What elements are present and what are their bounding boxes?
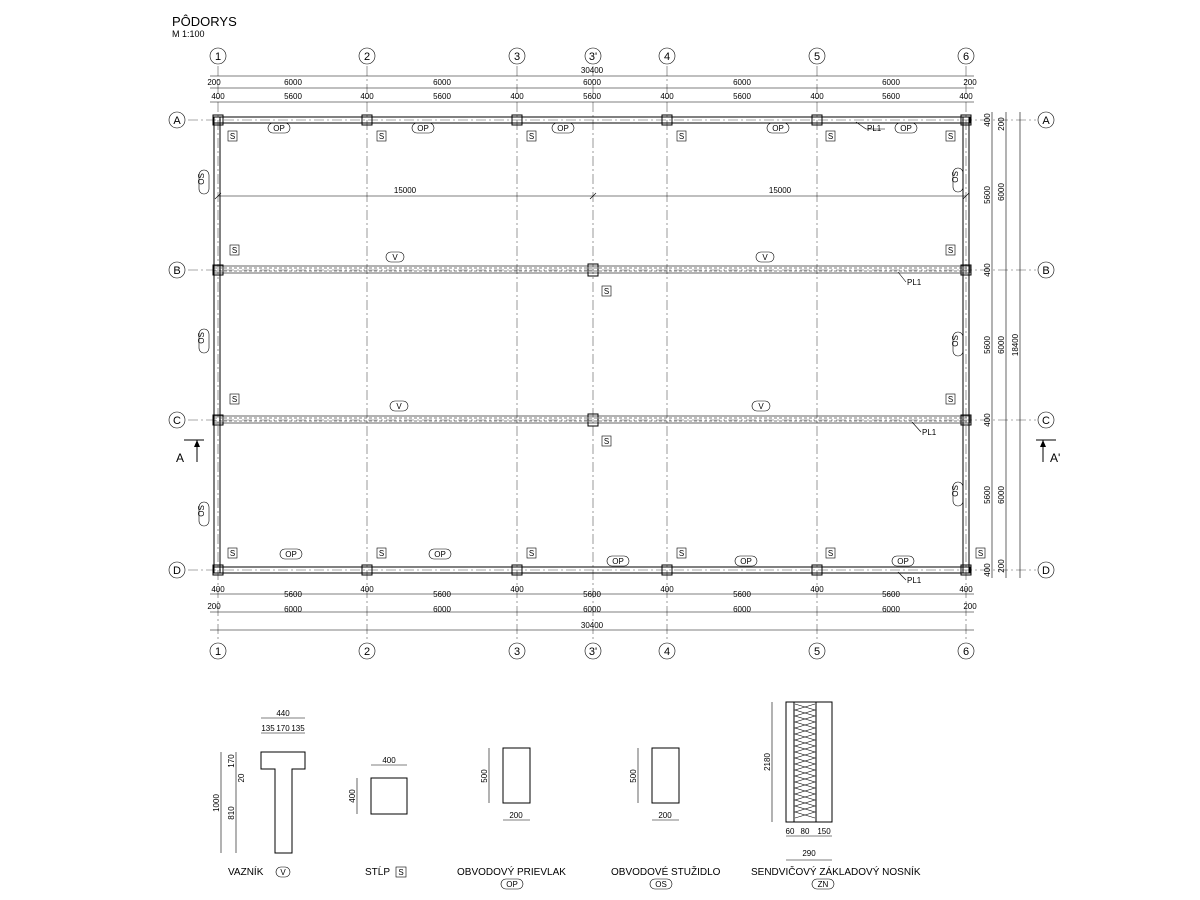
op-tag-text: OP — [557, 124, 569, 133]
dim-text: 400 — [983, 113, 992, 127]
op-tag-text: OP — [772, 124, 784, 133]
column-tag-text: S — [678, 132, 685, 141]
axis-label-3: 3 — [513, 51, 521, 63]
axis-label-2: 2 — [363, 51, 371, 63]
dim-text: 2180 — [763, 753, 772, 771]
dim-text: 5600 — [284, 590, 302, 599]
axis-label-A-right: A — [1042, 115, 1050, 127]
dim-text: 5600 — [983, 336, 992, 354]
dim-overall-top: 30400 — [580, 66, 604, 75]
axis-label-3p-bottom: 3' — [588, 646, 598, 658]
column-tag — [230, 394, 239, 404]
axis-label-1: 1 — [214, 51, 222, 63]
axis-label-3-bottom: 3 — [513, 646, 521, 658]
dim-text: 5600 — [733, 92, 751, 101]
drawing-title: PÔDORYS — [172, 14, 237, 29]
dim-text: 1000 — [212, 794, 221, 812]
axis-label-4: 4 — [663, 51, 671, 63]
detail-caption: STĹP — [365, 867, 391, 878]
os-tag-text: OS — [197, 173, 206, 185]
pl-label: PL1 — [907, 576, 922, 585]
axis-lines — [188, 66, 1036, 642]
column-tag-text: S — [528, 549, 535, 558]
dim-text: 400 — [983, 263, 992, 277]
dim-text: 200 — [997, 117, 1006, 131]
dim-text: 440 — [276, 709, 290, 718]
dim-text: 150 — [817, 827, 831, 836]
detail-tag: V — [280, 868, 286, 877]
v-tag-text: V — [758, 402, 764, 411]
detail-tag: OS — [655, 880, 667, 889]
column-tag-text: S — [947, 132, 954, 141]
dims-top — [207, 66, 977, 102]
column-tag — [946, 394, 955, 404]
axis-label-4-bottom: 4 — [663, 646, 671, 658]
bracing-tags — [197, 168, 963, 526]
dim-text: 6000 — [433, 78, 451, 87]
pl-label: PL1 — [922, 428, 937, 437]
column-tag — [826, 548, 835, 558]
dim-text: 6000 — [733, 78, 751, 87]
dim-text: 5600 — [882, 590, 900, 599]
span-label: 15000 — [768, 186, 792, 195]
column-tag-text: S — [678, 549, 685, 558]
column-tag — [946, 131, 955, 141]
column-tag — [976, 548, 985, 558]
dim-text: 6000 — [284, 78, 302, 87]
dim-text: 400 — [360, 585, 374, 594]
op-tag-text: OP — [434, 550, 446, 559]
axis-bubbles-bottom — [210, 643, 974, 659]
column-tag-text: S — [977, 549, 984, 558]
dim-text: 200 — [963, 602, 977, 611]
dim-col-inner — [983, 113, 992, 577]
dim-text: 6000 — [882, 78, 900, 87]
dim-text: 5600 — [433, 92, 451, 101]
column-tag-text: S — [229, 132, 236, 141]
axis-label-3p: 3' — [588, 51, 598, 63]
dim-text: 400 — [360, 92, 374, 101]
os-tag-text: OS — [951, 171, 960, 183]
column-tag-text: S — [947, 246, 954, 255]
dim-text: 6000 — [997, 183, 1006, 201]
detail-prievlak — [457, 748, 566, 889]
dim-text: 6000 — [997, 486, 1006, 504]
dim-text: 6000 — [433, 605, 451, 614]
dim-row-6000-top — [207, 78, 977, 87]
axis-label-A-left: A — [173, 115, 181, 127]
op-tag-text: OP — [273, 124, 285, 133]
op-tag-text: OP — [417, 124, 429, 133]
trusses — [214, 266, 970, 423]
dim-text: 200 — [207, 602, 221, 611]
axis-label-1-bottom: 1 — [214, 646, 222, 658]
truss-tags — [386, 252, 774, 411]
dim-text: 400 — [959, 585, 973, 594]
dim-text: 60 — [785, 827, 795, 836]
axis-bubbles-top — [210, 48, 974, 64]
dim-text: 400 — [810, 92, 824, 101]
detail-tag: OP — [506, 880, 518, 889]
dim-text: 5600 — [983, 486, 992, 504]
section-mark-left: A — [176, 451, 185, 465]
dim-text: 200 — [997, 559, 1006, 573]
detail-sendvic — [751, 702, 921, 889]
detail-caption: VAZNÍK — [228, 867, 264, 878]
dim-text: 400 — [348, 789, 357, 803]
column-tag — [946, 245, 955, 255]
detail-stlp — [348, 756, 407, 878]
axis-label-C-left: C — [173, 415, 181, 427]
dim-row-5600-top — [211, 92, 973, 101]
os-tag-text: OS — [951, 335, 960, 347]
dim-text: 5600 — [583, 92, 601, 101]
beam-tags-op — [268, 123, 917, 566]
dims-bottom — [207, 585, 977, 630]
dim-text: 6000 — [583, 78, 601, 87]
axis-label-5: 5 — [813, 51, 821, 63]
detail-caption: SENDVIČOVÝ ZÁKLADOVÝ NOSNÍK — [751, 867, 921, 878]
column-tag — [602, 436, 611, 446]
dim-text: 400 — [211, 92, 225, 101]
column-tag — [230, 245, 239, 255]
dim-text: 400 — [983, 413, 992, 427]
column-tag-text: S — [827, 549, 834, 558]
v-tag-text: V — [392, 253, 398, 262]
columns — [213, 115, 971, 575]
op-tag-text: OP — [900, 124, 912, 133]
dim-text: 5600 — [583, 590, 601, 599]
span-label: 15000 — [393, 186, 417, 195]
axis-label-6-bottom: 6 — [962, 646, 970, 658]
dim-text: 135 — [261, 724, 275, 733]
dim-text: 400 — [959, 92, 973, 101]
truss-C — [214, 416, 970, 423]
dim-text: 20 — [237, 773, 246, 783]
detail-stuzidlo — [611, 748, 721, 889]
op-tag-text: OP — [285, 550, 297, 559]
dim-text: 290 — [802, 849, 816, 858]
dim-text: 200 — [509, 811, 523, 820]
dim-text: 6000 — [882, 605, 900, 614]
axis-label-5-bottom: 5 — [813, 646, 821, 658]
column-tag — [377, 548, 386, 558]
column-tag-text: S — [231, 246, 238, 255]
dim-text: 500 — [480, 769, 489, 783]
dim-text: 810 — [227, 806, 236, 820]
dim-text: 400 — [510, 585, 524, 594]
dim-text: 5600 — [284, 92, 302, 101]
dim-text: 5600 — [882, 92, 900, 101]
column-tag — [228, 131, 237, 141]
dim-text: 200 — [963, 78, 977, 87]
axis-label-C-right: C — [1042, 415, 1050, 427]
section-mark-right: A' — [1050, 451, 1061, 465]
dim-overall-bottom: 30400 — [580, 621, 604, 630]
axis-label-D-left: D — [173, 565, 181, 577]
column-tag — [602, 286, 611, 296]
dim-text: 400 — [810, 585, 824, 594]
dim-text: 6000 — [284, 605, 302, 614]
dim-text: 6000 — [583, 605, 601, 614]
v-tag-text: V — [396, 402, 402, 411]
drawing-scale: M 1:100 — [172, 29, 205, 39]
span-dimension — [215, 186, 969, 199]
column-tags — [228, 131, 985, 558]
axis-label-B-right: B — [1042, 265, 1050, 277]
dim-text: 5600 — [733, 590, 751, 599]
axis-label-6: 6 — [962, 51, 970, 63]
beam-left — [214, 117, 220, 573]
detail-caption: OBVODOVÉ STUŽIDLO — [611, 867, 721, 878]
op-tag-text: OP — [740, 557, 752, 566]
section-marks — [176, 440, 1060, 465]
perimeter-beams — [214, 117, 970, 573]
dim-text: 400 — [660, 585, 674, 594]
detail-tag: S — [398, 868, 404, 877]
truss-B — [214, 266, 970, 273]
column-tag-text: S — [603, 437, 610, 446]
dim-text: 400 — [660, 92, 674, 101]
column-tag — [527, 131, 536, 141]
dim-text: 400 — [211, 585, 225, 594]
column-tag — [377, 131, 386, 141]
os-tag-text: OS — [197, 505, 206, 517]
column-tag-text: S — [827, 132, 834, 141]
dim-text: 5600 — [983, 186, 992, 204]
pl-label: PL1 — [867, 124, 882, 133]
dim-text: 135 — [291, 724, 305, 733]
axis-bubbles-sides — [169, 112, 1054, 578]
dims-right — [983, 112, 1020, 578]
column-tag — [228, 548, 237, 558]
v-tag-text: V — [762, 253, 768, 262]
column-tag — [677, 131, 686, 141]
dim-col-outer — [997, 117, 1006, 573]
column-tag — [677, 548, 686, 558]
dim-text: 200 — [207, 78, 221, 87]
detail-tag: ZN — [817, 880, 829, 889]
dim-row-5600-bottom — [211, 585, 973, 599]
detail-vaznik — [212, 709, 305, 878]
column-tag-text: S — [231, 395, 238, 404]
os-tag-text: OS — [197, 332, 206, 344]
column-tag — [527, 548, 536, 558]
pl-label: PL1 — [907, 278, 922, 287]
axis-label-2-bottom: 2 — [363, 646, 371, 658]
op-tag-text: OP — [897, 557, 909, 566]
detail-caption: OBVODOVÝ PRIEVLAK — [457, 867, 566, 878]
axis-label-B-left: B — [173, 265, 181, 277]
dim-text: 200 — [658, 811, 672, 820]
column-tag-text: S — [378, 132, 385, 141]
column-tag-text: S — [229, 549, 236, 558]
op-tag-text: OP — [612, 557, 624, 566]
column-tag-text: S — [528, 132, 535, 141]
os-tag-text: OS — [951, 485, 960, 497]
dim-text: 400 — [983, 563, 992, 577]
axis-label-D-right: D — [1042, 565, 1050, 577]
dim-text: 170 — [227, 754, 236, 768]
plate-leaders — [856, 122, 937, 585]
dim-text: 6000 — [997, 336, 1006, 354]
column-tag-text: S — [603, 287, 610, 296]
column-tag-text: S — [378, 549, 385, 558]
dim-text: 400 — [382, 756, 396, 765]
dim-text: 6000 — [733, 605, 751, 614]
dim-text: 5600 — [433, 590, 451, 599]
dim-text: 500 — [629, 769, 638, 783]
dim-text: 400 — [510, 92, 524, 101]
insulation-hatch — [795, 704, 815, 818]
dim-text: 170 — [276, 724, 290, 733]
dim-overall-right: 18400 — [1011, 333, 1020, 357]
column-tag-text: S — [947, 395, 954, 404]
dim-text: 80 — [800, 827, 810, 836]
column-tag — [826, 131, 835, 141]
